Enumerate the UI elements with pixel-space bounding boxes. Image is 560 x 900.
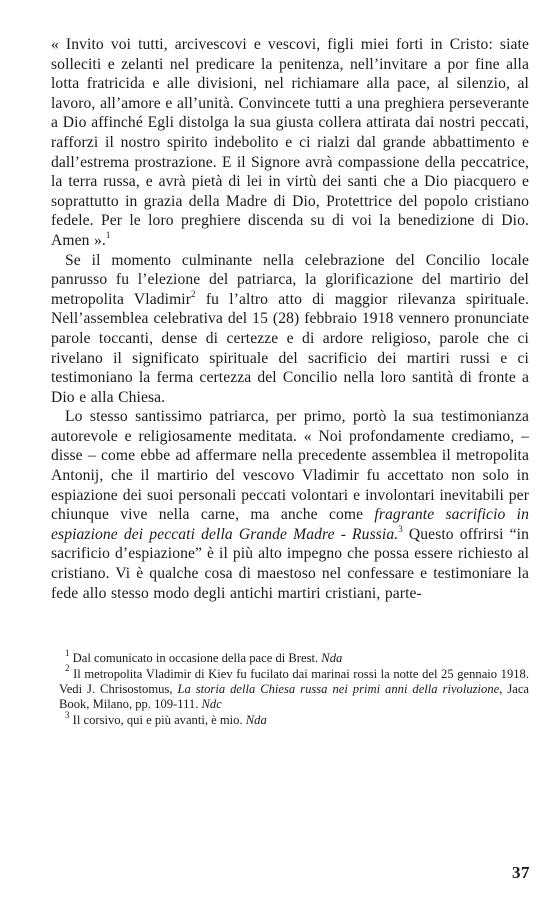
- footnote-marker: 2: [65, 663, 70, 674]
- italic-text: Nda: [321, 651, 343, 666]
- text-run: « Invito voi tutti, arcivescovi e vescovi, figli miei forti in Cristo: siate solleciti e zelanti nel predicare la penitenza, nell’invitare a por fine alla lotta fratricida e alle divisioni, nel richiamare alla pace, al silenzio, al lavoro, all’amore e all’unità. Convincete tutti a una preghiera perseverante a Dio affinché Egli distolga la sua giusta collera attirata dai nostri peccati, rafforzi il nostro spirito indebolito e ci rialzi dal grande abbattimento e dall’estrema prostrazione. E il Signore avrà compassione della peccatrice, la terra russa, e avrà pietà di lei in virtù dei santi che a Dio piacquero e soprattutto in grazia della Madre di Dio, Protettrice del popolo cristiano fedele. Per le loro preghiere discenda su di voi la benedizione di Dio. Amen ».: [51, 36, 529, 249]
- text-run: Dal comunicato in occasione della pace di Brest.: [69, 651, 322, 666]
- footnote-marker: 2: [191, 288, 196, 299]
- text-run: fu l’altro atto di maggior rilevanza spirituale. Nell’assemblea celebrativa del 15 (28) febbraio 1918 vennero pronunciate parole toccanti, dense di certezze e di ardore religioso, parole che ci rivelano il significato spirituale del sacrificio dei martiri russi e ci testimoniano la ferma certezza del Concilio nella loro santità di fronte a Dio e alla Chiesa.: [51, 290, 529, 406]
- text-run: Questo offrirsi “in sacrificio d’espiazione” è il più alto impegno che possa essere richiesto al cristiano. Vi è qualche cosa di maestoso nel confessare e testimoniare la fede allo stesso modo degli antichi martiri cristiani, parte-: [51, 525, 529, 602]
- text-run: Il corsivo, qui e più avanti, è mio.: [69, 712, 246, 727]
- footnote-1: [59, 648, 529, 666]
- italic-text: fragrante sacrificio in espiazione dei peccati della Grande Madre - Russia.: [51, 506, 529, 543]
- text-run: Il metropolita Vladimir di Kiev fu fucilato dai marinai rossi la notte del 25 gennaio 1918. Vedi J. Chrisostomus,: [59, 666, 529, 697]
- italic-text: La storia della Chiesa russa nei primi anni della rivoluzione: [177, 682, 500, 697]
- footnote-marker: 1: [65, 648, 70, 659]
- main-text: [51, 35, 529, 603]
- book-page: [51, 35, 529, 728]
- paragraph-pastoral-appeal: [51, 35, 529, 251]
- footnote-2: [59, 663, 530, 713]
- footnote-marker: 3: [398, 523, 403, 534]
- footnotes: [59, 648, 530, 728]
- footnote-marker: 1: [105, 229, 111, 240]
- page-number: 37: [512, 863, 530, 882]
- text-run: Lo stesso santissimo patriarca, per primo, portò la sua testimonianza autorevole e religiosamente meditata. « Noi profondamente crediamo, – disse – come ebbe ad affermare nella precedente assemblea il metropolita Antonij, che il martirio del vescovo Vladimir fu accettato non solo in espiazione dei suoi personali peccati volontari e involontari inevitabili per chiunque vive nella carne, ma anche come: [51, 408, 529, 524]
- footnote-marker: 3: [65, 709, 70, 720]
- text-run: Se il momento culminante nella celebrazione del Concilio locale panrusso fu l’elezione del patriarca, la glorificazione del martirio del metropolita Vladimir: [51, 251, 529, 308]
- text-run: , Jaca Book, Milano, pp. 109-111.: [59, 682, 530, 712]
- italic-text: Nda: [245, 712, 267, 727]
- paragraph-council-martyrdom: [51, 251, 529, 408]
- italic-text: Ndc: [201, 697, 222, 712]
- paragraph-patriarch-testimony: [51, 407, 529, 603]
- footnote-3: [59, 709, 529, 728]
